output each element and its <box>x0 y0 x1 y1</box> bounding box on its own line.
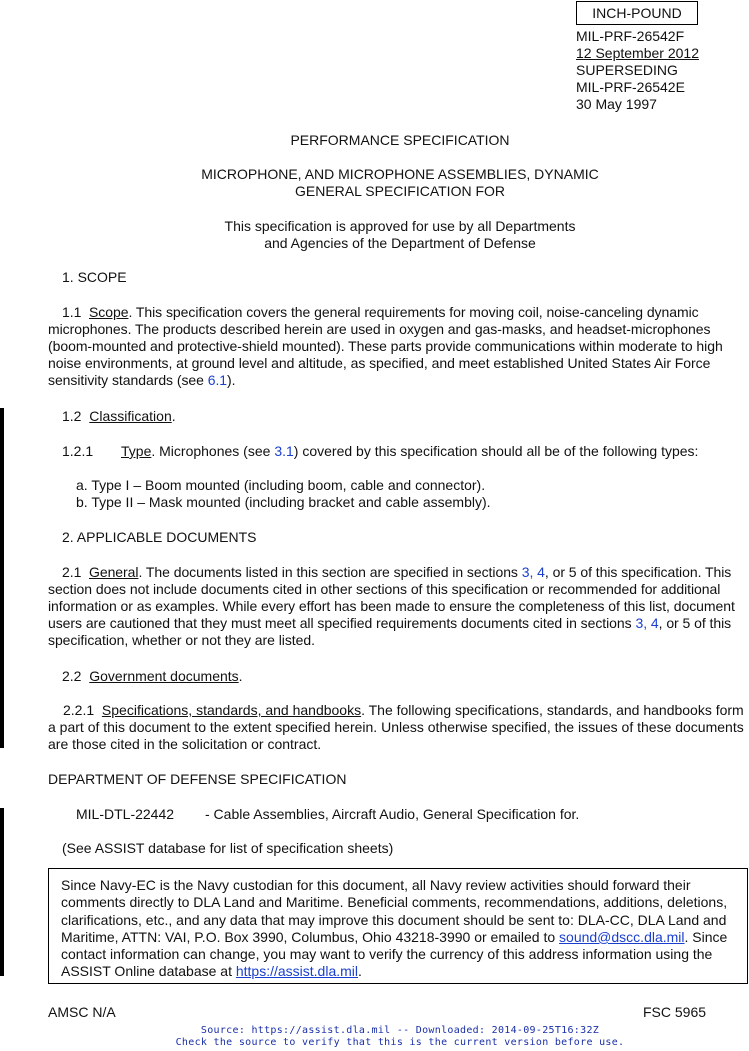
para-text: . The following specifications, standards, and handbooks form a part of this document to the extent specified herein. Unless otherwise specified, the issues of these documents are those cited in the solicitation or contract. <box>48 702 744 752</box>
assist-link[interactable]: https://assist.dla.mil <box>235 963 359 980</box>
para-text: . <box>171 408 176 424</box>
superseding-label: SUPERSEDING <box>576 62 678 78</box>
para-title: General <box>89 564 139 580</box>
section-link-3[interactable]: 3 <box>635 615 644 631</box>
fsc-label: FSC 5965 <box>643 1004 707 1020</box>
para-number: 1.2.1 <box>62 443 94 459</box>
section-2-heading: 2. APPLICABLE DOCUMENTS <box>62 529 257 545</box>
para-number: 1.2 <box>62 408 82 424</box>
approval-line1: This specification is approved for use by all Departments <box>224 218 576 234</box>
notice-text: . <box>358 963 362 980</box>
para-text: . Microphones (see <box>151 443 275 459</box>
para-text: ). <box>227 372 236 388</box>
superseded-date: 30 May 1997 <box>576 96 657 112</box>
notice-text: . Since contact information can change, you may want to verify the currency of this address information using the ASSIST Online database at <box>61 928 728 980</box>
section-link-3[interactable]: 3 <box>521 564 530 580</box>
doc-id: MIL-PRF-26542F <box>576 28 685 44</box>
para-title: Classification <box>89 408 172 424</box>
verify-line: Check the source to verify that this is the current version before use. <box>175 1037 625 1048</box>
link-separator: , <box>643 615 651 631</box>
navy-custodian-notice <box>48 868 748 984</box>
notice-text: Since Navy-EC is the Navy custodian for this document, all Navy review activities should forward their comments directly to DLA Land and Maritime. Beneficial comments, recommendations, additions, deletions, clarifications, etc., and any data that may improve this document should be sent to: DLA-CC, DLA Land and Maritime, ATTN: VAI, P.O. Box 3990, Columbus, Ohio 43218-3990 or emailed to <box>61 877 728 945</box>
para-text: . The documents listed in this section are specified in sections <box>138 564 522 580</box>
paragraph-1-1 <box>48 304 748 389</box>
para-number: 2.2 <box>62 668 82 684</box>
section-link-4[interactable]: 4 <box>650 615 659 631</box>
amsc-label: AMSC N/A <box>48 1004 116 1020</box>
para-text: ) covered by this specification should all be of the following types: <box>293 443 699 459</box>
para-text: . This specification covers the general requirements for moving coil, noise-canceling dynamic microphones. The products described herein are used in oxygen and gas-masks, and headset-microphones (boom-mounted and protective-shield mounted). These parts provide communications within moderate to high noise environments, at ground level and altitude, as specified, and meet established United States Air Force sensitivity standards (see <box>48 304 723 388</box>
para-title: Type <box>121 443 152 459</box>
spec-title-line1: MICROPHONE, AND MICROPHONE ASSEMBLIES, DYNAMIC <box>201 166 599 182</box>
para-text: , or 5 of this specification, whether or not they are listed. <box>48 615 732 648</box>
para-title: Government documents <box>89 668 239 684</box>
para-number: 2.1 <box>62 564 82 580</box>
paragraph-2-2 <box>62 668 243 685</box>
paragraph-2-2-1 <box>48 702 748 753</box>
source-line: Source: https://assist.dla.mil -- Downloaded: 2014-09-25T16:32Z <box>200 1025 600 1036</box>
paragraph-1-2-1 <box>121 443 698 460</box>
assist-note: (See ASSIST database for list of specification sheets) <box>62 840 394 856</box>
para-title: Scope <box>89 304 129 320</box>
link-separator: , <box>529 564 538 580</box>
section-1-heading: 1. SCOPE <box>62 269 127 285</box>
email-link[interactable]: sound@dscc.dla.mil <box>559 928 685 945</box>
spec-ref-id: MIL-DTL-22442 <box>76 806 175 822</box>
spec-ref-title: - Cable Assemblies, Aircraft Audio, General Specification for. <box>205 806 580 822</box>
dod-spec-heading: DEPARTMENT OF DEFENSE SPECIFICATION <box>48 771 347 787</box>
inch-pound-stamp: INCH-POUND <box>576 1 698 25</box>
spec-type-title: PERFORMANCE SPECIFICATION <box>290 132 510 148</box>
section-link-4[interactable]: 4 <box>537 564 545 580</box>
change-bar <box>0 408 4 748</box>
para-number: 1.1 <box>62 304 82 320</box>
paragraph-1-2 <box>62 408 176 425</box>
list-item-type-2: b. Type II – Mask mounted (including bracket and cable assembly). <box>76 494 491 510</box>
approval-line2: and Agencies of the Department of Defense <box>264 235 536 251</box>
para-text: , or 5 of this specification. This section does not include documents cited in other sections of this specification or recommended for additional information or as examples. While every effort has been made to ensure the completeness of this list, document users are cautioned that they must meet all specified requirements documents cited in sections <box>48 564 735 631</box>
para-title: Specifications, standards, and handbooks <box>101 702 362 718</box>
superseded-doc-id: MIL-PRF-26542E <box>576 79 685 95</box>
paragraph-2-1 <box>48 564 748 649</box>
section-link-3-1[interactable]: 3.1 <box>274 443 294 459</box>
list-item-type-1: a. Type I – Boom mounted (including boom, cable and connector). <box>76 477 486 493</box>
section-link-6-1[interactable]: 6.1 <box>207 372 228 388</box>
doc-date: 12 September 2012 <box>576 45 699 61</box>
para-number: 2.2.1 <box>63 702 95 718</box>
para-text: . <box>238 668 243 684</box>
spec-title-line2: GENERAL SPECIFICATION FOR <box>294 183 506 199</box>
change-bar <box>0 808 4 976</box>
